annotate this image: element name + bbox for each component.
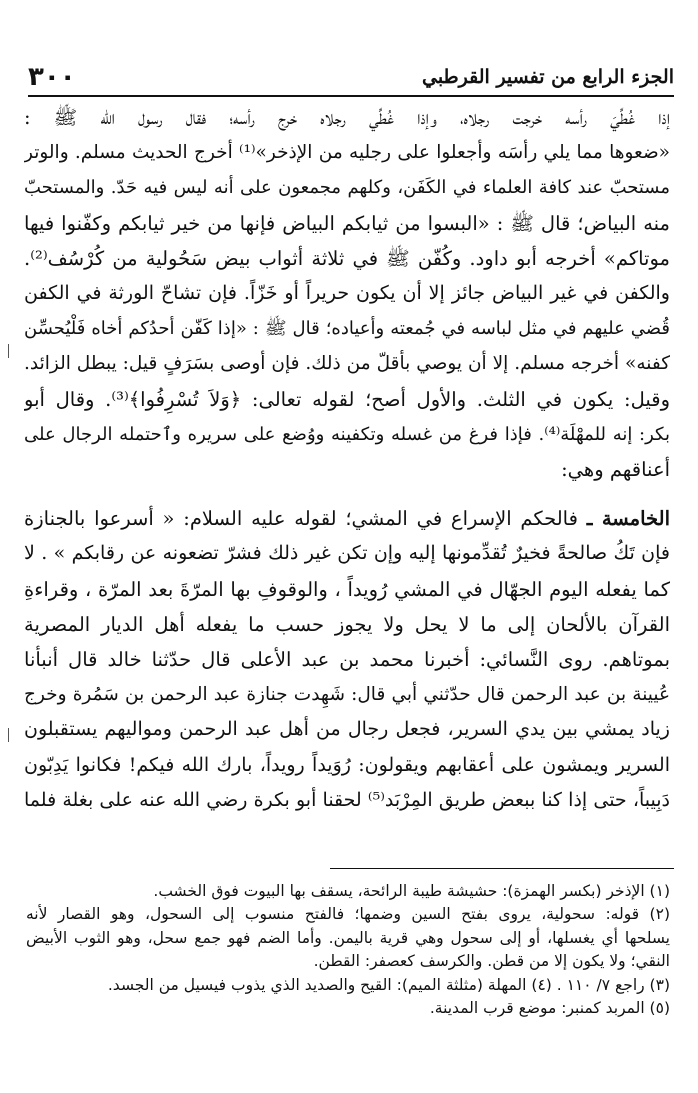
margin-mark bbox=[8, 728, 13, 742]
text-line: وقيل: يكون في الثلث. والأول أصح؛ لقوله تعالى: ﴿وَلاَ تُسْرِفُوا﴾⁽³⁾. وقال أبو bbox=[24, 387, 670, 411]
text-line: دَبِيباً، حتى إذا كنا ببعض طريق المِرْبَد⁽⁵⁾ لحقنا أبو بكرة رضي الله عنه على بغلة فلما bbox=[24, 788, 670, 811]
footnote-line: (٥) المربد كمنبر: موضع قرب المدينة. bbox=[429, 999, 670, 1018]
section-heading: الخامسة ـ bbox=[586, 507, 670, 531]
paragraph-gap bbox=[24, 487, 670, 501]
footnote-rule bbox=[330, 868, 674, 869]
section-first-line bbox=[24, 501, 670, 536]
text-line: فإن تَكُ صالحةً فخيرٌ تُقدِّمونها إليه وإن تكن غير ذلك فشرّ تضعونه عن رقابكم » . لا bbox=[24, 542, 670, 565]
footnote-line: النقي؛ ولا يكون إلا من قطن. والكرسف كعصفر: القطن. bbox=[313, 952, 670, 971]
text-line: بكر: إنه للمهْلَة⁽⁴⁾. فإذا فرغ من غسله وتكفينه ووُضع على سريره وٱحتمله الرجال على bbox=[24, 423, 670, 445]
running-title: الجزء الرابع من تفسير القرطبي bbox=[421, 66, 674, 88]
text-line: والكفن في غير البياض جائز إلا أن يكون حريراً أو خَزّاً. فإن تشاحّ الورثة في الكفن bbox=[24, 282, 670, 305]
text-line: زياد يمشي بين يدي السرير، فجعل رجال من أهل عبد الرحمن ومواليهم يستقبلون bbox=[24, 718, 670, 741]
footnote-line: (٣) راجع ٧/ ١١٠ . (٤) المهلة (مثلثة الميم): القيح والصديد الذي يذوب فيسيل من الجسد. bbox=[107, 975, 670, 994]
footnote-line: يسلحها أي يغسلها، أو إلى سحول وهي قرية باليمن. وأما الضم فهو جمع سحل، وهو الثوب الأبيض bbox=[26, 928, 670, 947]
page-header bbox=[28, 62, 674, 92]
text-line: القرآن بالألحان إلى ما لا يحل ولا يجوز حسب ما يفعله أهل الديار المصرية bbox=[24, 612, 670, 636]
text-line: أعناقهم وهي: bbox=[561, 458, 670, 482]
text-line: بموتاهم. روى النَّسائي: أخبرنا محمد بن عبد الأعلى قال حدّثنا خالد قال أنبأنا bbox=[24, 648, 670, 672]
text-line: كفنه» أخرجه مسلم. إلا أن يوصي بأقلّ من ذلك. فإن أوصى بسَرَفٍ قيل: يبطل الزائد. bbox=[24, 353, 670, 375]
margin-mark bbox=[8, 344, 13, 358]
text-line: السرير ويمشون على أعقابهم ويقولون: رُوَيداً رويداً، بارك الله فيكم! فكانوا يَدِبّون bbox=[24, 753, 670, 776]
page-number: ٣٠٠ bbox=[28, 62, 76, 92]
text-line: إذا غُطِّيَ رأسه خرجت رجلاه، وإذا غُطِّي رجلاه خرج رأسه؛ فقال رسول الله ﷺ : bbox=[24, 106, 670, 129]
text-line: موتاكم» أخرجه أبو داود. وكُفّن ﷺ في ثلاثة أثواب بيض سَحُولية من كُرْسُف⁽²⁾. bbox=[24, 246, 670, 270]
text-line: كما يفعله اليوم الجهّال في المشي رُويداً ، والوقوفِ بها المرّةَ بعد المرّة ، وقراءةِ bbox=[24, 577, 670, 601]
text-line: مستحبّ عند كافة العلماء في الكَفَن، وكلهم مجمعون على أنه ليس فيه حَدّ. والمستحبّ bbox=[24, 177, 670, 199]
text-line: منه البياض؛ قال ﷺ : «البسوا من ثيابكم البياض فإنها من خير ثيابكم وكفّنوا فيها bbox=[24, 211, 670, 235]
main-text bbox=[24, 100, 670, 818]
text-line: قُضي عليهم في مثل لباسه في جُمعته وأعياده؛ قال ﷺ : «إذا كَفّن أحدُكم أخاه فَلْيُحسِّن bbox=[24, 318, 670, 340]
section-line-text: فالحكم الإسراع في المشي؛ لقوله عليه السلام: « أسرعوا بالجنازة bbox=[24, 507, 578, 531]
footnotes bbox=[26, 880, 670, 1020]
footnote-line: (١) الإذخر (بكسر الهمزة): حشيشة طيبة الرائحة، يسقف بها البيوت فوق الخشب. bbox=[153, 882, 670, 900]
header-rule bbox=[28, 95, 674, 97]
footnote-line: (٢) قوله: سحولية، يروى بفتح السين وضمها؛ فالفتح منسوب إلى السحول، وهو القصار لأنه bbox=[26, 905, 670, 924]
text-line: عُيينة بن عبد الرحمن قال حدّثني أبي قال: شَهِدت جنازة عبد الرحمن بن سَمُرة وخرج bbox=[24, 684, 670, 706]
text-line: «ضعوها مما يلي رأسَه وأجعلوا على رجليه من الإذخر»⁽¹⁾ أخرج الحديث مسلم. والوتر bbox=[24, 142, 670, 164]
